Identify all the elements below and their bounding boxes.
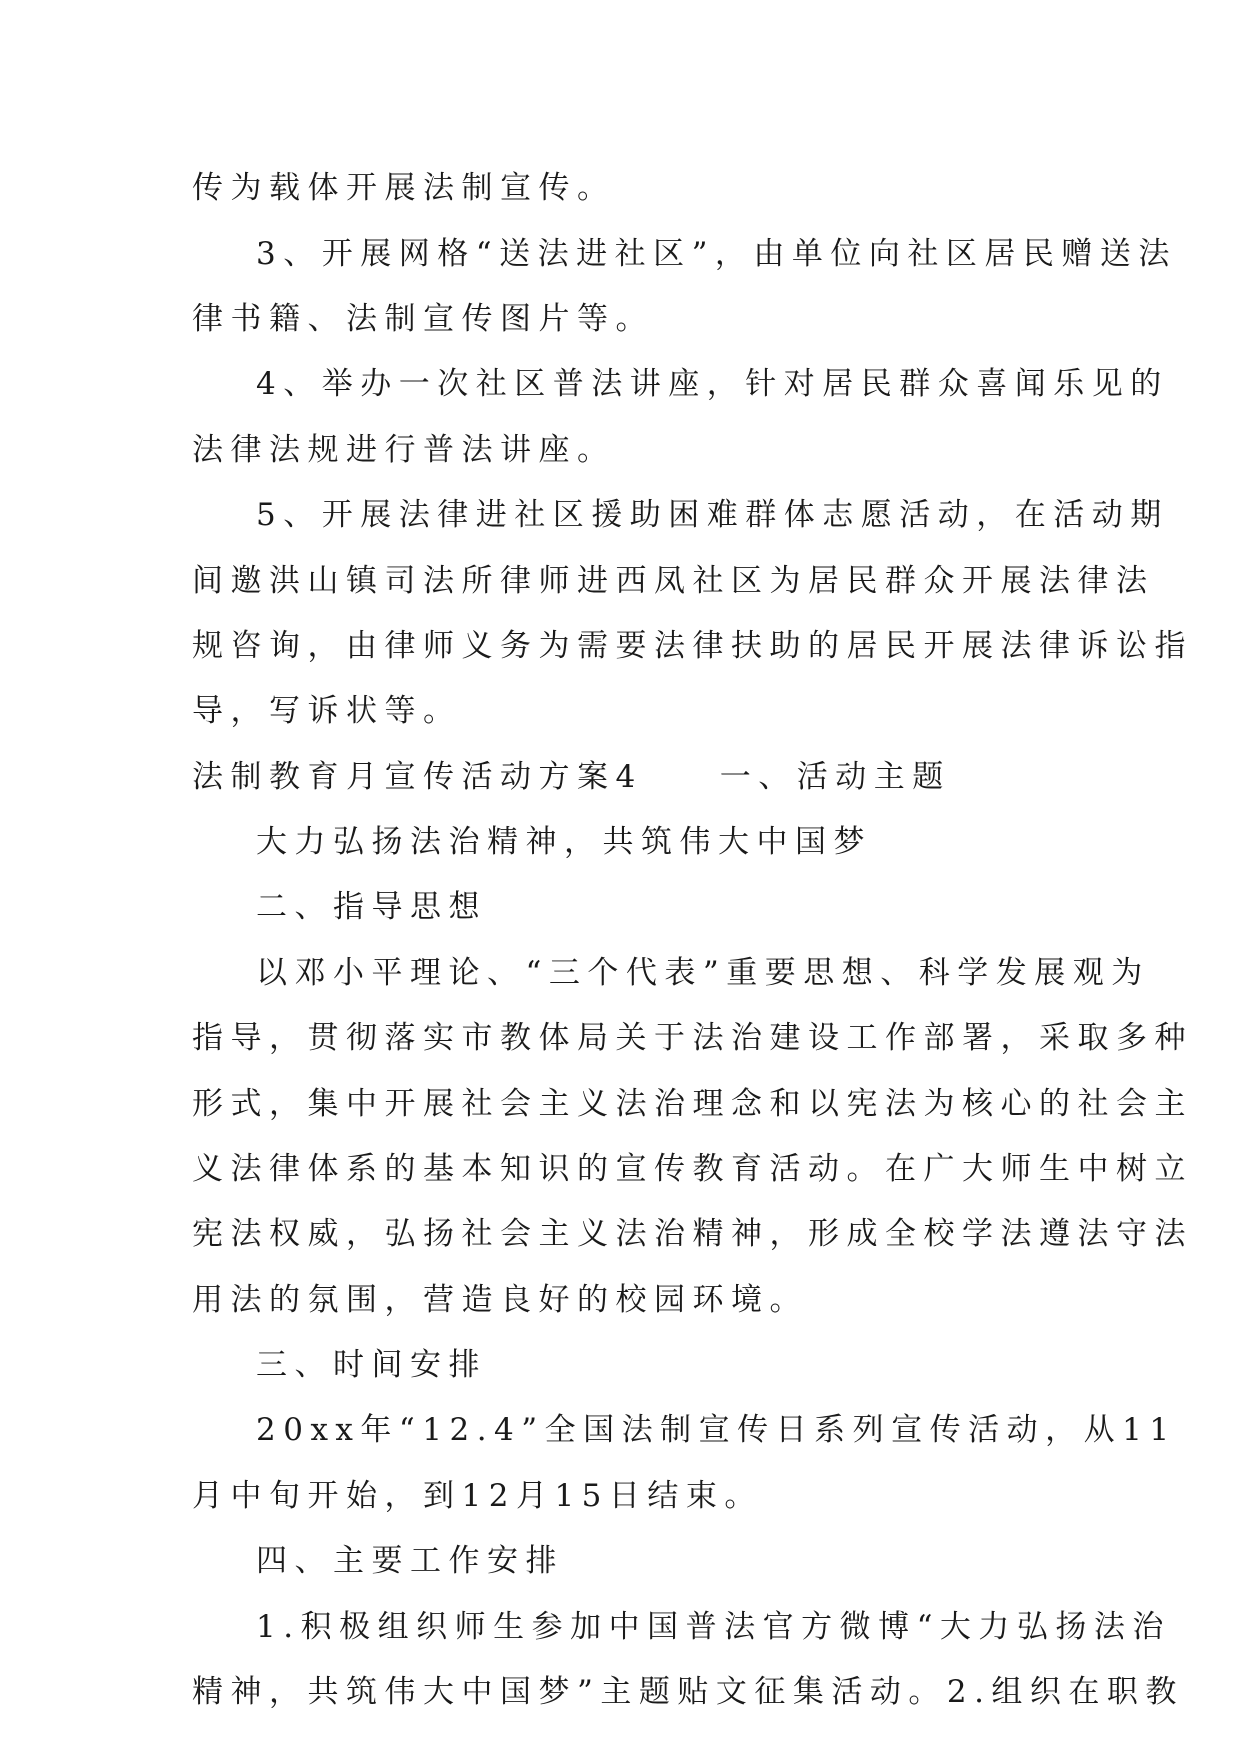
text-line: 3、开展网格“送法进社区”，由单位向社区居民赠送法 [256,236,1177,272]
text-line: 1.积极组织师生参加中国普法官方微博“大力弘扬法治 [256,1609,1171,1645]
text-line: 导，写诉状等。 [192,693,462,729]
text-line: 精神，共筑伟大中国梦”主题贴文征集活动。2.组织在职教 [192,1674,1184,1710]
text-line: 20xx年“12.4”全国法制宣传日系列宣传活动，从11 [256,1412,1177,1448]
text-line: 5、开展法律进社区援助困难群体志愿活动，在活动期 [256,497,1169,533]
section-heading: 四、主要工作安排 [256,1543,564,1579]
text-line: 规咨询，由律师义务为需要法律扶助的居民开展法律诉讼指 [192,628,1193,664]
text-line: 传为载体开展法制宣传。 [192,170,616,206]
text-line: 4、举办一次社区普法讲座，针对居民群众喜闻乐见的 [256,366,1169,402]
text-line: 律书籍、法制宣传图片等。 [192,301,654,337]
text-line: 月中旬开始，到12月15日结束。 [192,1478,763,1514]
text-line: 间邀洪山镇司法所律师进西凤社区为居民群众开展法律法 [192,563,1155,599]
text-line: 指导，贯彻落实市教体局关于法治建设工作部署，采取多种 [192,1020,1193,1056]
text-line: 大力弘扬法治精神，共筑伟大中国梦 [256,824,872,860]
text-line: 以邓小平理论、“三个代表”重要思想、科学发展观为 [256,955,1150,991]
text-line: 宪法权威，弘扬社会主义法治精神，形成全校学法遵法守法 [192,1216,1193,1252]
section-heading: 三、时间安排 [256,1347,487,1383]
section-heading: 二、指导思想 [256,889,487,925]
text-line: 用法的氛围，营造良好的校园环境。 [192,1282,808,1318]
text-line: 形式，集中开展社会主义法治理念和以宪法为核心的社会主 [192,1086,1193,1122]
text-line: 法律法规进行普法讲座。 [192,432,616,468]
section-heading: 法制教育月宣传活动方案4 一、活动主题 [192,759,951,795]
text-line: 义法律体系的基本知识的宣传教育活动。在广大师生中树立 [192,1151,1193,1187]
